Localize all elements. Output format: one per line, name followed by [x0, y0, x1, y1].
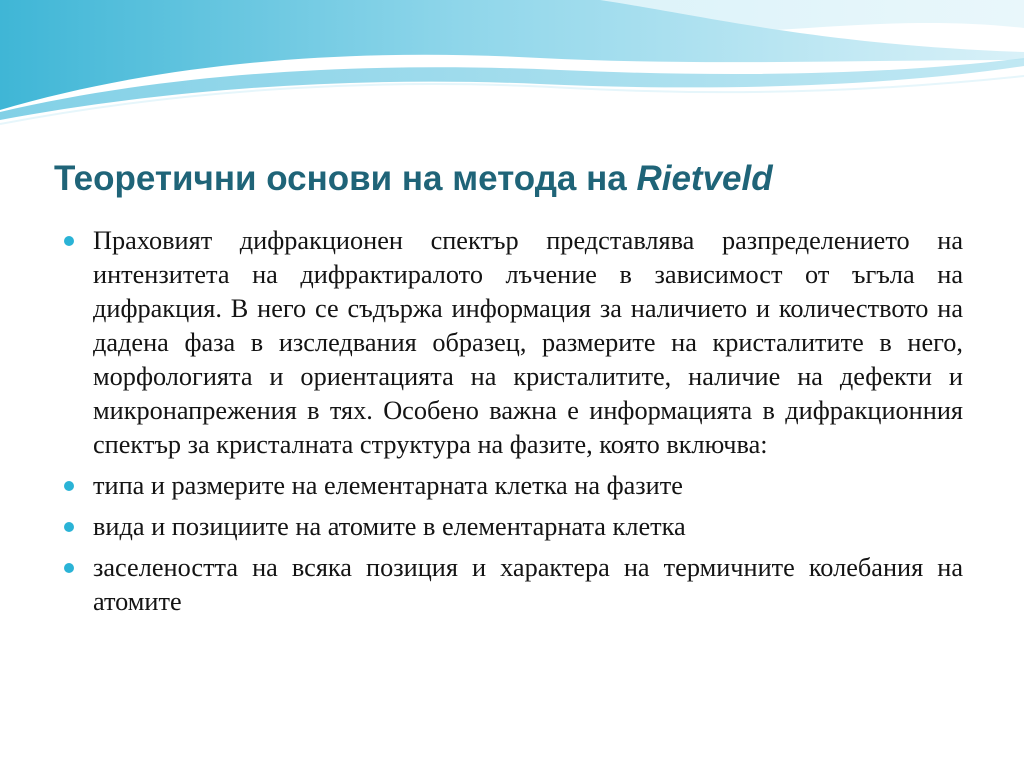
bullet-dot-icon — [64, 522, 74, 532]
bullet-text: вида и позициите на атомите в елементарната клетка — [93, 512, 686, 541]
bullet-dot-icon — [64, 481, 74, 491]
bullet-text: заселеността на всяка позиция и характера на термичните колебания на атомите — [93, 553, 963, 616]
bullet-text: Праховият дифракционен спектър представлява разпределението на интензитета на дифрактиралото лъчение в зависимост от ъгъла на дифракция. В него се съдържа информация за наличието и количеството на дадена фаза в изследвания образец, размерите на кристалитите в него, морфологията и ориентацията на кристалитите, наличие на дефекти и микронапрежения в тях. Особено важна е информацията в дифракционния спектър за кристалната структура на фазите, която включва: — [93, 226, 963, 459]
bullet-dot-icon — [64, 563, 74, 573]
header-wave-decoration — [0, 0, 1024, 130]
slide-title-italic: Rietveld — [636, 159, 773, 198]
bullet-text: типа и размерите на елементарната клетка на фазите — [93, 471, 683, 500]
bullet-list — [62, 224, 963, 626]
wave-highlight-line — [0, 76, 1024, 124]
slide-title — [54, 158, 773, 200]
bullet-item — [62, 551, 963, 619]
bullet-item — [62, 224, 963, 462]
bullet-item — [62, 469, 963, 503]
slide-title-text: Теоретични основи на метода на — [54, 159, 627, 198]
bullet-item — [62, 510, 963, 544]
bullet-dot-icon — [64, 236, 74, 246]
